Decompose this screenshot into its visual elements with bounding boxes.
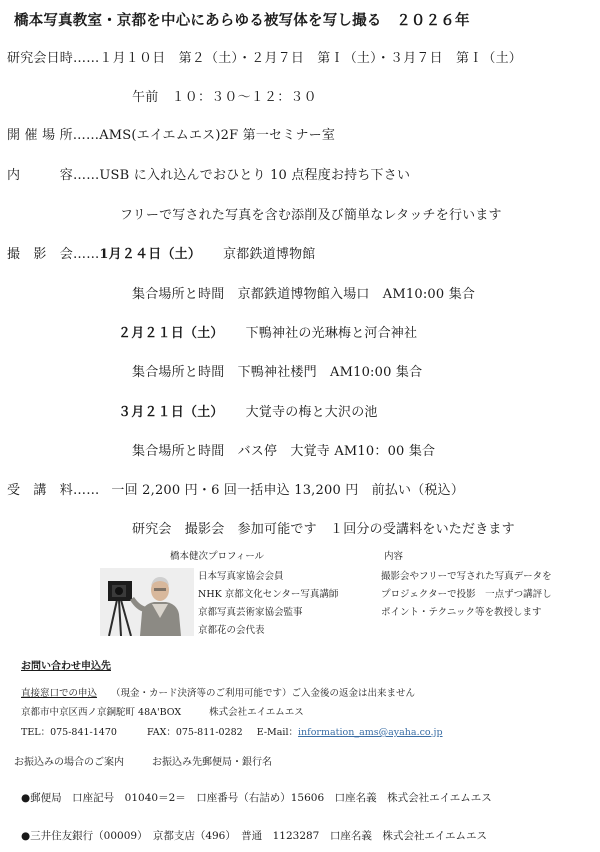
venue-value: AMS(エイエムエス)2F 第一セミナー室 xyxy=(99,128,336,143)
profile-photo xyxy=(100,568,194,636)
shoot-row-3 xyxy=(118,401,378,420)
shoot-label: 撮 影 会…… xyxy=(7,247,100,262)
shoot-date-2: ２月２１日（土） xyxy=(118,326,224,341)
contact-phone-row xyxy=(21,724,443,738)
profile-item: 京都写真芸術家協会監事 xyxy=(198,607,303,618)
contact-email-link[interactable]: information_ams@ayaha.co.jp xyxy=(298,727,443,738)
shoot-meeting-1: 集合場所と時間 京都鉄道博物館入場口 AM10:00 集合 xyxy=(132,287,476,302)
page-title: 橋本写真教室・京都を中心にあらゆる被写体を写し撮る ２０２６年 xyxy=(14,12,470,29)
profile-heading: 橋本健次プロフィール xyxy=(170,551,265,562)
shoot-meeting-3: 集合場所と時間 バス停 大覚寺 AM10：00 集合 xyxy=(132,444,436,459)
profile-list xyxy=(198,568,338,640)
fee-row xyxy=(7,479,464,498)
profile-content-list xyxy=(381,568,552,622)
schedule-label: 研究会日時…… xyxy=(7,51,100,66)
content-line2: フリーで写された写真を含む添削及び簡単なレタッチを行います xyxy=(120,208,502,223)
content-label: 内 容…… xyxy=(7,168,100,183)
contact-address-row xyxy=(21,704,304,718)
contact-window-note: （現金・カード決済等のご利用可能です）ご入金後の返金は出来ません xyxy=(111,688,416,699)
contact-window-row xyxy=(21,685,415,699)
profile-content-heading: 内容 xyxy=(384,551,404,562)
contact-address: 京都市中京区西ノ京銅駝町 48A'BOX xyxy=(21,707,182,718)
contact-company: 株式会社エイエムエス xyxy=(209,707,304,718)
shoot-row-1 xyxy=(7,243,315,262)
shoot-date-3: ３月２１日（土） xyxy=(118,405,224,420)
shoot-date-1: 1月２４日（土） xyxy=(99,247,202,262)
contact-heading: お問い合わせ申込先 xyxy=(21,661,111,672)
contact-email-label: E-Mail： xyxy=(256,727,299,738)
transfer-heading2: お振込み先郵便局・銀行名 xyxy=(152,757,272,768)
portrait-photo-icon xyxy=(100,568,194,636)
contact-window-label: 直接窓口での申込 xyxy=(21,688,98,699)
venue-row xyxy=(7,124,335,143)
shoot-place-3: 大覚寺の梅と大沢の池 xyxy=(245,405,378,420)
profile-content-item: 撮影会やフリーで写された写真データを xyxy=(381,571,552,582)
shoot-row-2 xyxy=(118,322,417,341)
venue-label: 開 催 場 所…… xyxy=(7,128,100,143)
profile-content-item: ポイント・テクニック等を教授します xyxy=(381,607,542,618)
profile-item: NHK 京都文化センター写真講師 xyxy=(198,589,339,600)
fee-label: 受 講 料…… xyxy=(7,483,100,498)
shoot-place-2: 下鴨神社の光琳梅と河合神社 xyxy=(245,326,418,341)
profile-content-item: プロジェクターで投影 一点ずつ講評し xyxy=(381,589,552,600)
schedule-row xyxy=(7,47,522,66)
profile-item: 日本写真家協会会員 xyxy=(198,571,284,582)
schedule-dates: １月１０日 第２（土）・２月７日 第Ｉ（土）・３月７日 第Ｉ（土） xyxy=(99,51,523,66)
transfer-bank: ●三井住友銀行（00009） 京都支店（496） 普通 1123287 口座名義 株式会社エイエムエス xyxy=(21,830,487,842)
fee-value: 一回 2,200 円・6 回一括申込 13,200 円 前払い（税込） xyxy=(111,483,465,498)
transfer-heading: お振込みの場合のご案内 xyxy=(14,757,124,768)
schedule-time: 午前 １０：３０〜１２：３０ xyxy=(132,90,317,105)
shoot-meeting-2: 集合場所と時間 下鴨神社楼門 AM10:00 集合 xyxy=(132,365,423,380)
transfer-heading-row xyxy=(14,753,272,768)
contact-fax: FAX：075-811-0282 xyxy=(146,727,243,738)
shoot-place-1: 京都鉄道博物館 xyxy=(223,247,316,262)
transfer-postal: ●郵便局 口座記号 01040＝2＝ 口座番号（右詰め）15606 口座名義 株式会社エイエムエス xyxy=(21,792,492,804)
content-row xyxy=(7,164,410,183)
profile-item: 京都花の会代表 xyxy=(198,625,265,636)
contact-tel: TEL：075-841-1470 xyxy=(21,727,117,738)
content-line1: USB に入れ込んでおひとり 10 点程度お持ち下さい xyxy=(99,168,411,183)
fee-note: 研究会 撮影会 参加可能です １回分の受講料をいただきます xyxy=(132,522,515,537)
